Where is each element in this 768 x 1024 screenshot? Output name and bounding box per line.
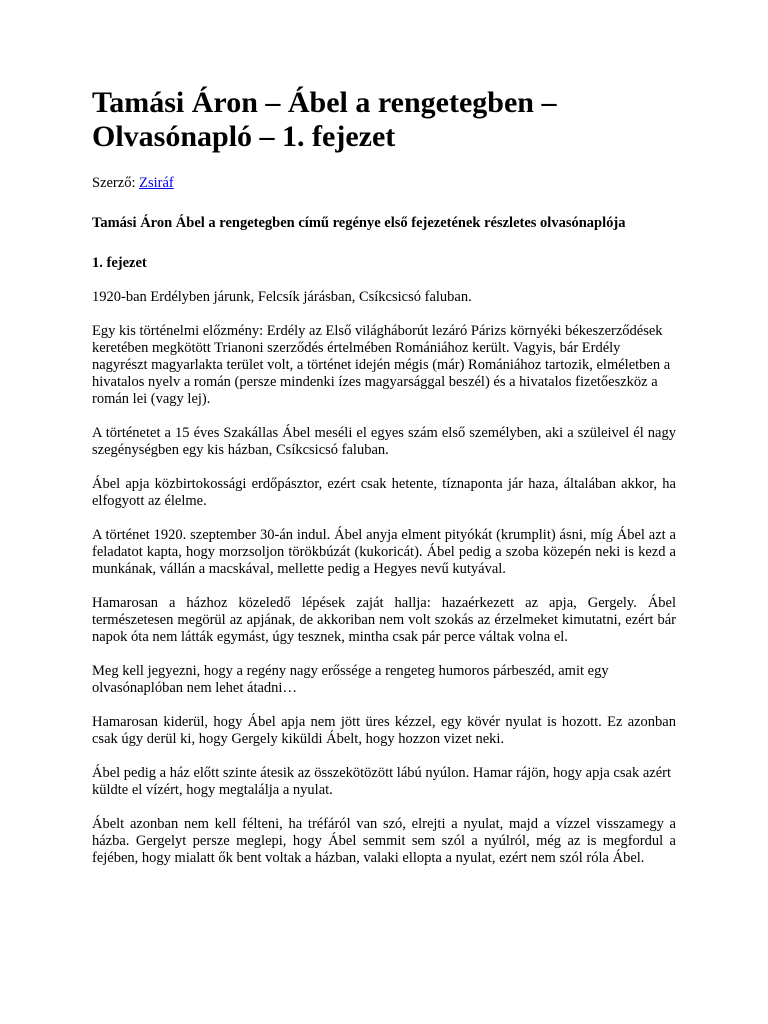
paragraph: 1920-ban Erdélyben járunk, Felcsík járásban, Csíkcsicsó faluban. <box>92 289 472 305</box>
paragraph: Ábel pedig a ház előtt szinte átesik az összekötözött lábú nyúlon. Hamar rájön, hogy apja csak azért küldte el vízért, hogy megtalálja a nyulat. <box>92 765 671 798</box>
lead-summary: Tamási Áron Ábel a rengetegben című regénye első fejezetének részletes olvasónaplója <box>92 215 626 231</box>
paragraph: Hamarosan a házhoz közeledő lépések zaját hallja: hazaérkezett az apja, Gergely. Ábel természetesen megörül az apjának, de akkoriban nem volt szokás az érzelmeket kimutatni, ezért bár napok óta nem látták egymást, úgy tesznek, mintha csak pár perce váltak volna el. <box>92 595 676 645</box>
section-heading: 1. fejezet <box>92 255 147 271</box>
page-title: Tamási Áron – Ábel a rengetegben – Olvasónapló – 1. fejezet <box>92 86 557 153</box>
paragraph: A történetet a 15 éves Szakállas Ábel meséli el egyes szám első személyben, aki a szüleivel él nagy szegénységben egy kis házban, Csíkcsicsó faluban. <box>92 425 676 458</box>
paragraph: Hamarosan kiderül, hogy Ábel apja nem jött üres kézzel, egy kövér nyulat is hozott. Ez azonban csak úgy derül ki, hogy Gergely kiküldi Ábelt, hogy hozzon vizet neki. <box>92 714 676 747</box>
author-label: Szerző: <box>92 175 136 191</box>
author-link[interactable]: Zsiráf <box>139 175 174 191</box>
paragraph: A történet 1920. szeptember 30-án indul. Ábel anyja elment pityókát (krumplit) ásni, míg Ábel azt a feladatot kapta, hogy morzsoljon törökbúzát (kukoricát). Ábel pedig a szoba közepén neki is kezd a munkának, vállán a macskával, mellette pedig a Hegyes nevű kutyával. <box>92 527 676 577</box>
document-page <box>92 86 676 884</box>
paragraph: Ábel apja közbirtokossági erdőpásztor, ezért csak hetente, tíznaponta jár haza, általában akkor, ha elfogyott az élelme. <box>92 476 676 509</box>
paragraph: Meg kell jegyezni, hogy a regény nagy erőssége a rengeteg humoros párbeszéd, amit egy olvasónaplóban nem lehet átadni… <box>92 663 609 696</box>
author-line <box>92 174 676 192</box>
paragraph: Egy kis történelmi előzmény: Erdély az Első világháborút lezáró Párizs környéki békeszerződések keretében megkötött Trianoni szerződés értelmében Romániához került. Vagyis, bár Erdély nagyrészt magyarlakta terület volt, a történet idején mégis (már) Romániához tartozik, elméletben a hivatalos nyelv a román (persze mindenki ízes magyarsággal beszél) és a hivatalos fizetőeszköz a román lei (vagy lej). <box>92 323 671 407</box>
paragraph: Ábelt azonban nem kell félteni, ha tréfáról van szó, elrejti a nyulat, majd a vízzel visszamegy a házba. Gergelyt persze meglepi, hogy Ábel semmit sem szól a nyúlról, még az is megfordul a fejében, hogy mialatt ők bent voltak a házban, valaki ellopta a nyulat, ezért nem szól róla Ábel. <box>92 816 676 866</box>
